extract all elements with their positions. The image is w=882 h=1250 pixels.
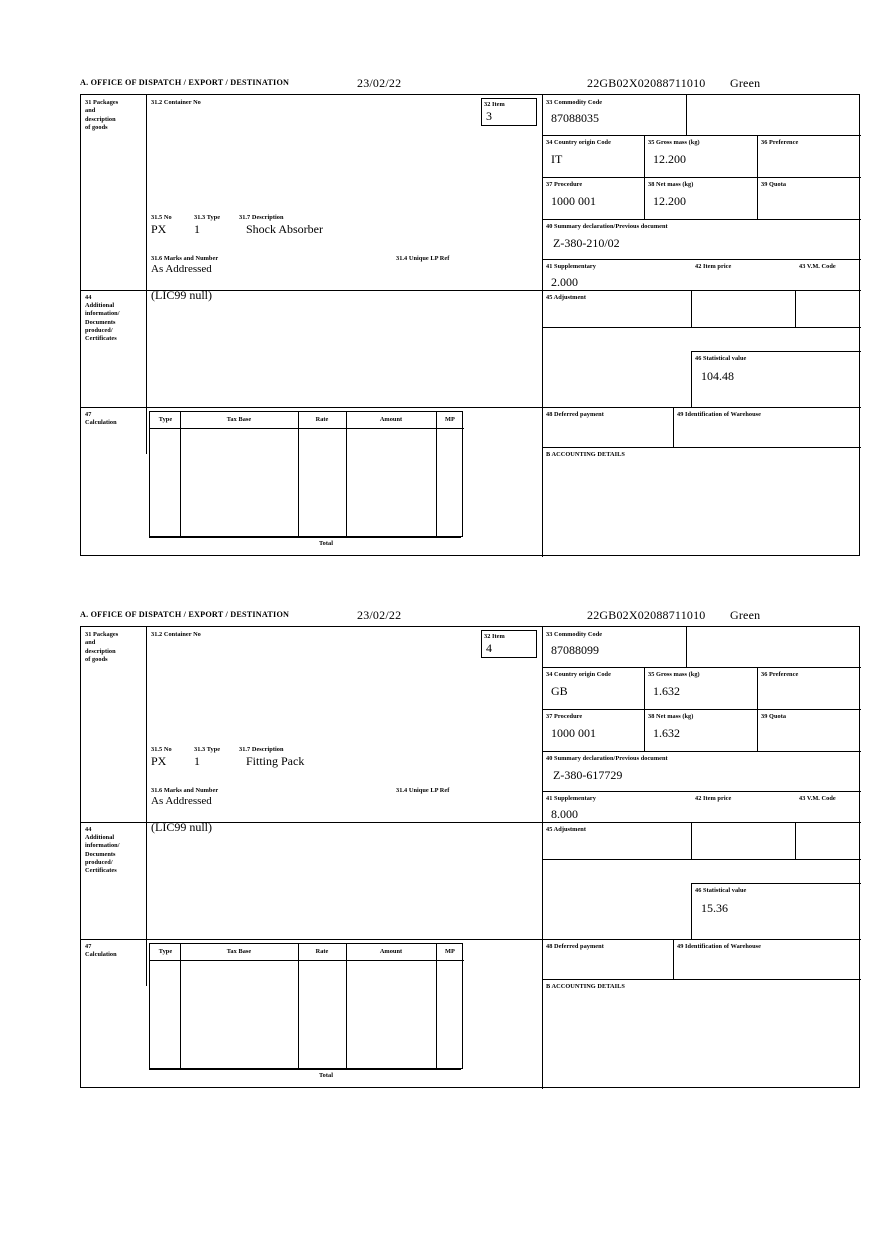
field-41-label-f2: 41 Supplementary bbox=[546, 795, 596, 802]
field-44-label-4-f2: Documents bbox=[85, 850, 116, 858]
calc-header-amount-2: Amount bbox=[379, 948, 403, 955]
field-32-label-f2: 32 Item bbox=[484, 633, 505, 640]
field-31-3-label-f2: 31.3 Type bbox=[194, 746, 221, 753]
dotted-divider-adjustment-2 bbox=[542, 859, 543, 939]
field-44-label-4: Documents bbox=[85, 318, 116, 326]
line-under-commodity bbox=[542, 135, 861, 136]
field-32-label: 32 Item bbox=[484, 101, 505, 108]
field-34-label-f2: 34 Country origin Code bbox=[546, 671, 611, 678]
field-45-label-f2: 45 Adjustment bbox=[546, 826, 587, 833]
field-32-box-2 bbox=[481, 630, 537, 658]
form-header-2 bbox=[80, 608, 862, 626]
field-32-box bbox=[481, 98, 537, 126]
divider-48-49 bbox=[673, 407, 674, 447]
line-above-statistical bbox=[691, 351, 861, 352]
field-31-2-label-f2: 31.2 Container No bbox=[151, 631, 201, 638]
calc-col-type bbox=[180, 412, 181, 538]
divider-statistical bbox=[691, 351, 692, 407]
package-no-value-2: PX bbox=[151, 754, 167, 768]
line-under-commodity-2 bbox=[542, 667, 861, 668]
field-47-label-f2: 47 bbox=[85, 943, 92, 950]
line-under-48-2 bbox=[542, 979, 861, 980]
dotted-divider-adjustment bbox=[542, 327, 543, 407]
field-48-label: 48 Deferred payment bbox=[546, 411, 604, 418]
field-44-label-2: Additional bbox=[85, 302, 115, 309]
statistical-value-2: 15.36 bbox=[701, 901, 728, 915]
package-no-value: PX bbox=[151, 222, 167, 236]
field-31-5-label-f2: 31.5 No bbox=[151, 746, 172, 753]
office-label: A. OFFICE OF DISPATCH / EXPORT / DESTINATION bbox=[80, 78, 290, 87]
field-45-label: 45 Adjustment bbox=[546, 294, 587, 301]
mrn-number-2: 22GB02X02088711010 bbox=[587, 608, 706, 622]
calculation-table-2 bbox=[149, 943, 463, 1069]
declaration-date: 23/02/22 bbox=[357, 76, 402, 90]
divider-statistical-2 bbox=[691, 883, 692, 939]
field-49-label: 49 Identification of Warehouse bbox=[677, 411, 762, 418]
declaration-date-2: 23/02/22 bbox=[357, 608, 402, 622]
calc-header-type: Type bbox=[158, 416, 173, 423]
routing-lane: Green bbox=[730, 76, 761, 90]
field-35-label-f2: 35 Gross mass (kg) bbox=[648, 671, 700, 678]
field-31-label-2-f2: and bbox=[85, 639, 96, 647]
commodity-code-value: 87088035 bbox=[551, 111, 599, 125]
calc-col-rate bbox=[346, 412, 347, 538]
field-44-label-3: information/ bbox=[85, 310, 120, 318]
field-44-label-2-f2: Additional bbox=[85, 834, 115, 841]
routing-lane-2: Green bbox=[730, 608, 761, 622]
field-37-label-f2: 37 Procedure bbox=[546, 713, 583, 720]
field-43-label: 43 V.M. Code bbox=[799, 263, 836, 270]
goods-description-value-2: Fitting Pack bbox=[246, 754, 305, 768]
field-31-label-3: description bbox=[85, 115, 116, 123]
field-44-label-3-f2: information/ bbox=[85, 842, 120, 850]
calc-header-amount: Amount bbox=[379, 416, 403, 423]
accounting-details-label: B ACCOUNTING DETAILS bbox=[546, 451, 625, 458]
field-41-label: 41 Supplementary bbox=[546, 263, 596, 270]
field-49-label-f2: 49 Identification of Warehouse bbox=[677, 943, 762, 950]
item-number-value-2: 4 bbox=[486, 641, 492, 655]
divider-price-vm-2 bbox=[795, 822, 796, 859]
line-above-calculation bbox=[81, 407, 861, 408]
field-31-4-label: 31.4 Unique LP Ref bbox=[396, 255, 450, 262]
divider-commodity-inner bbox=[686, 95, 687, 135]
line-under-48 bbox=[542, 447, 861, 448]
field-44-label-6-f2: Certificates bbox=[85, 867, 117, 875]
field-31-3-label: 31.3 Type bbox=[194, 214, 221, 221]
divider-origin-mass bbox=[644, 135, 645, 219]
field-31-6-label: 31.6 Marks and Number bbox=[151, 255, 219, 262]
divider-origin-mass-2 bbox=[644, 667, 645, 751]
divider-left-column bbox=[146, 95, 147, 454]
calc-header-rule bbox=[150, 428, 464, 429]
declaration-box-1 bbox=[80, 94, 860, 556]
customs-declaration-form-1 bbox=[80, 76, 862, 556]
field-39-label: 39 Quota bbox=[761, 181, 787, 188]
divider-price-vm bbox=[795, 290, 796, 327]
calc-header-mp-2: MP bbox=[445, 948, 455, 955]
statistical-value: 104.48 bbox=[701, 369, 734, 383]
field-44-label-5-f2: produced/ bbox=[85, 858, 113, 866]
field-47-label-2-f2: Calculation bbox=[85, 951, 117, 959]
calc-col-rate-2 bbox=[346, 944, 347, 1070]
calculation-table bbox=[149, 411, 463, 537]
divider-left-column-2 bbox=[146, 627, 147, 986]
additional-information-value: (LIC99 null) bbox=[151, 288, 212, 302]
field-44-label-6: Certificates bbox=[85, 335, 117, 343]
field-31-2-label: 31.2 Container No bbox=[151, 99, 201, 106]
calc-header-taxbase: Tax Base bbox=[226, 416, 252, 423]
supplementary-value-2: 8.000 bbox=[551, 807, 578, 821]
net-mass-value-2: 1.632 bbox=[653, 726, 680, 740]
field-38-label-f2: 38 Net mass (kg) bbox=[648, 713, 694, 720]
divider-supplementary-price-2 bbox=[691, 822, 692, 859]
divider-mass-preference bbox=[757, 135, 758, 219]
field-46-label: 46 Statistical value bbox=[695, 355, 747, 362]
divider-supplementary-price bbox=[691, 290, 692, 327]
field-44-label: 44 bbox=[85, 294, 92, 301]
calc-header-rate: Rate bbox=[315, 416, 329, 423]
calc-header-rule-2 bbox=[150, 960, 464, 961]
field-31-7-label: 31.7 Description bbox=[239, 214, 284, 221]
calc-col-taxbase bbox=[298, 412, 299, 538]
field-39-label-f2: 39 Quota bbox=[761, 713, 787, 720]
field-31-label-2: and bbox=[85, 107, 96, 115]
calc-total-rule-2 bbox=[149, 1069, 461, 1070]
field-48-label-f2: 48 Deferred payment bbox=[546, 943, 604, 950]
net-mass-value: 12.200 bbox=[653, 194, 686, 208]
gross-mass-value-2: 1.632 bbox=[653, 684, 680, 698]
line-under-prevdoc bbox=[542, 259, 861, 260]
procedure-value: 1000 001 bbox=[551, 194, 596, 208]
office-label-2: A. OFFICE OF DISPATCH / EXPORT / DESTINATION bbox=[80, 610, 290, 619]
field-31-6-label-f2: 31.6 Marks and Number bbox=[151, 787, 219, 794]
field-40-label: 40 Summary declaration/Previous document bbox=[546, 223, 668, 230]
field-33-label: 33 Commodity Code bbox=[546, 99, 603, 106]
field-38-label: 38 Net mass (kg) bbox=[648, 181, 694, 188]
calc-col-amount bbox=[436, 412, 437, 538]
calc-col-type-2 bbox=[180, 944, 181, 1070]
calc-total-label: Total bbox=[319, 540, 334, 547]
commodity-code-value-2: 87088099 bbox=[551, 643, 599, 657]
field-31-5-label: 31.5 No bbox=[151, 214, 172, 221]
line-under-origin bbox=[542, 177, 861, 178]
calc-col-amount-2 bbox=[436, 944, 437, 1070]
field-46-label-f2: 46 Statistical value bbox=[695, 887, 747, 894]
calc-total-rule bbox=[149, 537, 461, 538]
line-under-procedure-2 bbox=[542, 751, 861, 752]
supplementary-value: 2.000 bbox=[551, 275, 578, 289]
accounting-details-label-2: B ACCOUNTING DETAILS bbox=[546, 983, 625, 990]
field-31-label: 31 Packages bbox=[85, 99, 119, 106]
line-under-adjustment-2 bbox=[542, 859, 861, 860]
field-34-label: 34 Country origin Code bbox=[546, 139, 611, 146]
field-36-label: 36 Preference bbox=[761, 139, 799, 146]
field-31-4-label-f2: 31.4 Unique LP Ref bbox=[396, 787, 450, 794]
line-under-adjustment bbox=[542, 327, 861, 328]
procedure-value-2: 1000 001 bbox=[551, 726, 596, 740]
customs-declaration-form-2 bbox=[80, 608, 862, 1088]
field-42-label: 42 Item price bbox=[695, 263, 732, 270]
calc-header-taxbase-2: Tax Base bbox=[226, 948, 252, 955]
additional-information-value-2: (LIC99 null) bbox=[151, 820, 212, 834]
field-47-label: 47 bbox=[85, 411, 92, 418]
country-origin-value-2: GB bbox=[551, 684, 568, 698]
calc-header-mp: MP bbox=[445, 416, 455, 423]
line-above-statistical-2 bbox=[691, 883, 861, 884]
mrn-number: 22GB02X02088711010 bbox=[587, 76, 706, 90]
marks-and-number-value: As Addressed bbox=[151, 263, 212, 275]
field-40-label-f2: 40 Summary declaration/Previous document bbox=[546, 755, 668, 762]
calc-col-taxbase-2 bbox=[298, 944, 299, 1070]
goods-description-value: Shock Absorber bbox=[246, 222, 323, 236]
country-origin-value: IT bbox=[551, 152, 563, 166]
calc-header-rate-2: Rate bbox=[315, 948, 329, 955]
line-above-calculation-2 bbox=[81, 939, 861, 940]
declaration-box-2 bbox=[80, 626, 860, 1088]
line-under-origin-2 bbox=[542, 709, 861, 710]
divider-right-column-top bbox=[542, 95, 543, 290]
gross-mass-value: 12.200 bbox=[653, 152, 686, 166]
divider-right-column-top-2 bbox=[542, 627, 543, 822]
line-under-supplementary-2 bbox=[542, 822, 861, 823]
field-37-label: 37 Procedure bbox=[546, 181, 583, 188]
field-31-label-f2: 31 Packages bbox=[85, 631, 119, 638]
line-under-prevdoc-2 bbox=[542, 791, 861, 792]
field-47-label-2: Calculation bbox=[85, 419, 117, 427]
calc-header-type-2: Type bbox=[158, 948, 173, 955]
field-43-label-f2: 43 V.M. Code bbox=[799, 795, 836, 802]
field-44-label-5: produced/ bbox=[85, 326, 113, 334]
divider-48-49-2 bbox=[673, 939, 674, 979]
field-36-label-f2: 36 Preference bbox=[761, 671, 799, 678]
package-type-value-2: 1 bbox=[194, 754, 200, 768]
field-31-label-3-f2: description bbox=[85, 647, 116, 655]
field-35-label: 35 Gross mass (kg) bbox=[648, 139, 700, 146]
field-31-label-4-f2: of goods bbox=[85, 655, 108, 663]
calc-total-label-2: Total bbox=[319, 1072, 334, 1079]
package-type-value: 1 bbox=[194, 222, 200, 236]
line-under-procedure bbox=[542, 219, 861, 220]
divider-mass-preference-2 bbox=[757, 667, 758, 751]
divider-commodity-inner-2 bbox=[686, 627, 687, 667]
item-number-value: 3 bbox=[486, 109, 492, 123]
field-31-label-4: of goods bbox=[85, 123, 108, 131]
field-42-label-f2: 42 Item price bbox=[695, 795, 732, 802]
marks-and-number-value-2: As Addressed bbox=[151, 795, 212, 807]
field-33-label-f2: 33 Commodity Code bbox=[546, 631, 603, 638]
field-44-label-f2: 44 bbox=[85, 826, 92, 833]
field-31-7-label-f2: 31.7 Description bbox=[239, 746, 284, 753]
previous-document-value: Z-380-210/02 bbox=[553, 236, 620, 250]
line-under-supplementary bbox=[542, 290, 861, 291]
previous-document-value-2: Z-380-617729 bbox=[553, 768, 623, 782]
form-header-1 bbox=[80, 76, 862, 94]
